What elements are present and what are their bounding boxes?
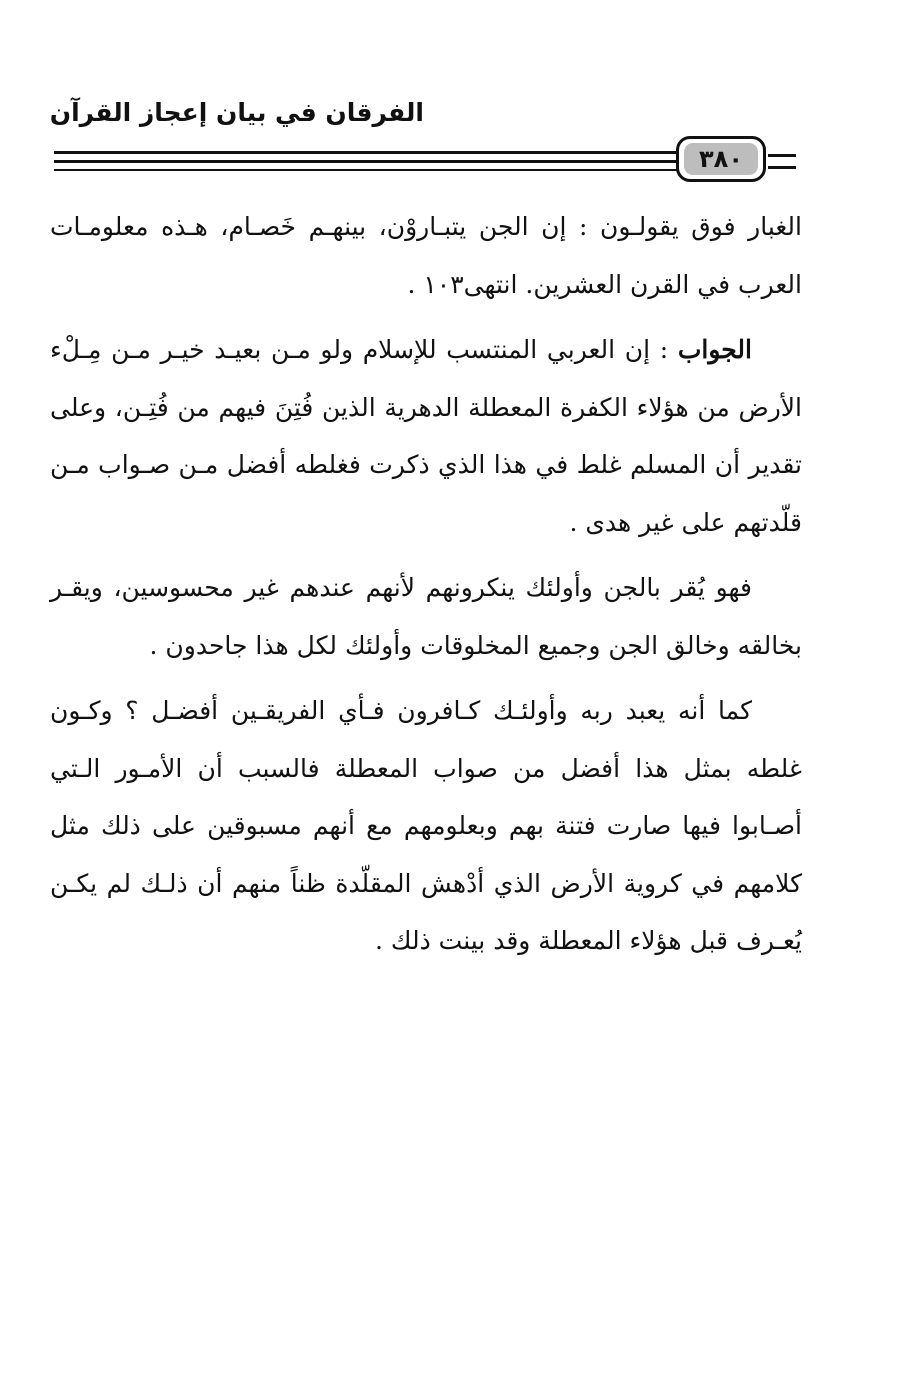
header-rule — [54, 160, 678, 163]
paragraph: فهو يُقر بالجن وأولئك ينكرونهم لأنهم عندهم غير محسوسين، ويقـر بخالقه وخالق الجن وجميع المخلوقات وأولئك لكل هذا جاحدون . — [50, 573, 802, 660]
header-rule — [54, 169, 678, 171]
answer-label: الجواب — [677, 335, 752, 364]
paragraph: الغبار فوق يقولـون : إن الجن يتبـاروْن، بينهـم خَصـام، هـذه معلومـات العرب في القرن العشرين. انتهى١٠٣ . — [50, 212, 802, 299]
header-rule — [768, 154, 796, 157]
paragraph: كما أنه يعبد ربه وأولئـك كـافرون فـأي الفريقـين أفضـل ؟ وكـون غلطه بمثل هذا أفضل من صواب المعطلة فالسبب أن الأمـور الـتي أصـابوا فيها صارت فتنة بهم وبعلومهم مع أنهم مسبوقين على ذلك مثل كلامهم في كروية الأرض الذي أدْهش المقلّدة ظناً منهم أن ذلـك لم يكـن يُعـرف قبل هؤلاء المعطلة وقد بينت ذلك . — [50, 696, 802, 955]
page-number-frame — [676, 136, 766, 182]
page-header — [0, 96, 914, 196]
page-number: ٣٨٠ — [684, 143, 758, 175]
book-title: الفرقان في بيان إعجاز القرآن — [49, 98, 424, 127]
paragraph — [50, 321, 802, 551]
body-text — [50, 198, 802, 970]
header-rule — [768, 166, 796, 169]
paragraph-text: : إن العربي المنتسب للإسلام ولو مـن بعيـد خيـر مـن مِـلْء الأرض من هؤلاء الكفرة المعطلة الدهرية الذين فُتِنَ فيهم من فُتِـن، وعلى تقدير أن المسلم غلط في هذا الذي ذكرت فغلطه أفضل مـن صـواب مـن قلّدتهم على غير هدى . — [50, 335, 802, 537]
header-rule — [54, 151, 678, 154]
